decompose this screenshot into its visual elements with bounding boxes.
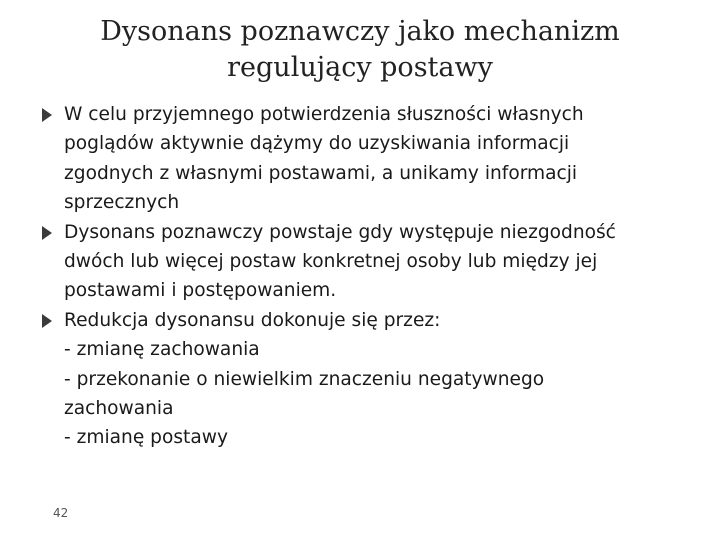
bullet-2-line-3: postawami i postępowaniem. (64, 280, 337, 302)
bullet-1-line-1: W celu przyjemnego potwierdzenia słuszności własnych (64, 104, 584, 125)
bullet-1-line-2: poglądów aktywnie dążymy do uzyskiwania informacji (64, 133, 570, 155)
page-number: 42 (53, 506, 69, 520)
slide-title-line-2: regulujący postawy (227, 52, 493, 83)
bullet-2-line-2: dwóch lub więcej postaw konkretnej osoby lub między jej (64, 251, 598, 273)
bullet-1-line-3: zgodnych z własnymi postawami, a unikamy informacji (64, 162, 578, 184)
bullet-3-line-3: - przekonanie o niewielkim znaczeniu negatywnego (64, 368, 545, 390)
bullet-1-line-4: sprzecznych (64, 192, 180, 214)
triangle-right-icon (42, 314, 52, 328)
bullet-item-1 (40, 100, 650, 218)
slide-title-line-1: Dysonans poznawczy jako mechanizm (100, 16, 620, 47)
bullet-2-line-1: Dysonans poznawczy powstaje gdy występuje niezgodność (64, 221, 616, 243)
triangle-right-icon (42, 108, 52, 122)
bullet-list (40, 100, 650, 453)
bullet-3-line-2: - zmianę zachowania (64, 339, 260, 361)
triangle-right-icon (42, 226, 52, 240)
bullet-item-2 (40, 218, 650, 306)
slide-title (60, 14, 660, 86)
bullet-3-line-5: - zmianę postawy (64, 427, 228, 449)
bullet-3-line-1: Redukcja dysonansu dokonuje się przez: (64, 309, 441, 331)
bullet-3-line-4: zachowania (64, 398, 174, 420)
bullet-item-3 (40, 306, 650, 453)
